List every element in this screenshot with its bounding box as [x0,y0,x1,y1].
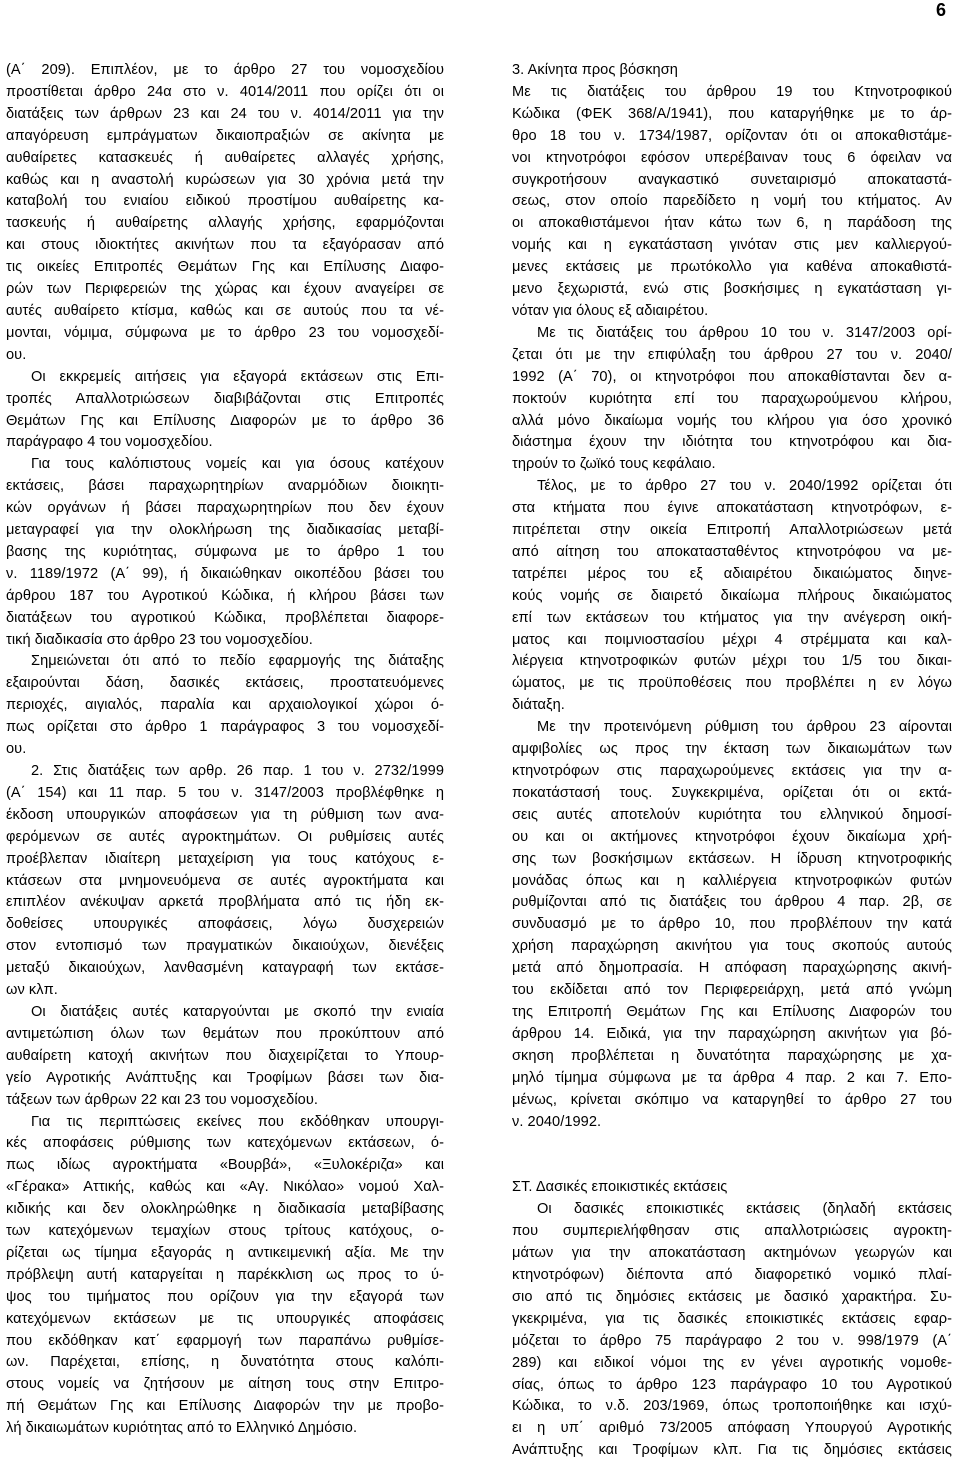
text-line: (Α΄ 154) και 11 παρ. 5 του ν. 3147/2003 προβλέφθηκε η [6,784,444,801]
paragraph [512,82,952,323]
text-line: συγκροτήσουν αναγκαστικό συνεταιρισμό αποκαταστά- [512,171,952,188]
text-line: διάταξη. [512,697,565,714]
paragraph [6,651,444,761]
text-line: επί των εκτάσεων του κτήματος για την ανέγερση οική- [512,609,952,626]
text-line: του εκδίδεται από τον Περιφερειάρχη, μετά από γνώμη [512,982,952,999]
text-line: κτάσεων στα μνημονευόμενα σε αυτές αγροκτήματα και [6,872,444,889]
text-line: έκδοση υπουργικών αποφάσεων για τη ρύθμιση των ανα- [6,806,444,823]
text-line: ρών των Περιφερειών της χώρας και έχουν αναγείρει σε [6,281,444,298]
text-line: άρθρου 187 του Αγροτικού Κώδικα, ή κλήρου βάσει των [6,587,444,604]
text-line: ου. [6,346,27,363]
text-line: αυτές αυθαίρετο κτίσμα, καθώς και σε αυτούς που τα νέ- [6,302,444,319]
text-line: 289) και ειδικοί νόμοι της εν γένει αγροτικής νομοθε- [512,1354,952,1371]
text-line: περιοχές, αιγιαλός, παραλία και αρχαιολογικοί χώροι ό- [6,697,444,714]
text-line: αυθαίρετη κατοχή ακινήτων που διαχειρίζεται το Υπουρ- [6,1047,444,1064]
text-line: ων. Παρέχεται, επίσης, η δυνατότητα στους καλόπι- [6,1354,444,1371]
text-line: μονται, νόμιμα, σύμφωνα με το άρθρο 23 του νομοσχεδί- [6,324,444,341]
text-line: τασκευής ή αυθαίρετης αλλαγής χρήσης, εφαρμόζονται [6,215,444,232]
text-line: αλλά μόνο δικαίωμα νομής του κλήρου για όσο χρονικό [512,412,952,429]
text-line: πως ορίζεται στο άρθρο 1 παράγραφος 3 του νομοσχεδί- [6,719,444,736]
text-line: ψος του τιμήματος που ορίζουν για την εξαγορά των [6,1288,444,1305]
right-column [512,60,952,1462]
text-line: 2. Στις διατάξεις των αρθρ. 26 παρ. 1 του ν. 2732/1999 [31,763,444,779]
paragraph [6,1002,444,1112]
text-line: σεως, στον οποίο παρεδίδετο η νομή του κτήματος. Αν [512,193,952,210]
text-line: πιτρέπεται στην οικεία Επιτροπή Απαλλοτριώσεων μετά [512,522,952,539]
text-line: ποκτούν κυριότητα επί του παραχωρούμενου κλήρου, [512,390,952,407]
text-line: πως ιδίως αγροκτήματα «Βουρβά», «Ξυλοκέριζα» και [6,1157,444,1174]
text-line: και στους ιδιοκτήτες ακινήτων που τα εξαγόρασαν από [6,237,444,254]
text-line: Με την προτεινόμενη ρύθμιση του άρθρου 23 αίρονται [537,719,952,736]
text-line: διάστημα έχουν την ιδιότητα του κτηνοτρόφου και δια- [512,434,952,451]
text-line: χρήση παραχώρηση ακινήτου για τους σκοπούς αυτούς [512,938,952,955]
text-line: τική διαδικασία στο άρθρο 23 του νομοσχεδίου. [6,631,313,648]
text-line: τροπές Απαλλοτριώσεων διαβιβάζονται στις Επιτροπές [6,390,444,407]
text-line: μάτων για την αποκατάσταση ακτημόνων γεωργών και [512,1245,952,1262]
text-line: Οι εκκρεμείς αιτήσεις για εξαγορά εκτάσεων στις Επι- [31,368,444,385]
text-line: ματος και ποιμνιοστασίου μέχρι 4 στρέμματα και καλ- [512,631,952,648]
text-line: ν. 1189/1972 (Α΄ 99), ή δικαιώθηκαν οικοπέδου βάσει του [6,565,444,582]
section-heading [512,60,952,82]
text-line: Οι διατάξεις αυτές καταργούνται με σκοπό την ενιαία [31,1003,444,1020]
text-line: μενες εκτάσεις με πρωτόκολλο για καθένα αποκαθιστά- [512,259,952,276]
text-line: λή δικαιωμάτων κυριότητας από το Ελληνικό Δημόσιο. [6,1420,358,1437]
text-line: μενο ξεχωριστά, ενώ στις βοσκήσιμες η εγκατάσταση γι- [512,281,952,298]
text-line: ΣΤ. Δασικές εποικιστικές εκτάσεις [512,1179,728,1196]
text-line: Με τις διατάξεις του άρθρου 19 του Κτηνοτροφικού [512,83,952,100]
text-line: στα κτήματα που έγινε αποκατάσταση κτηνοτρόφων, ε- [512,500,952,517]
text-line: καταβολή του ενιαίου ειδικού προστίμου αυθαίρετης κα- [6,193,444,210]
text-line: ου και οι ακτήμονες κτηνοτρόφοι έχουν δικαίωμα χρή- [512,828,952,845]
text-line: που εκδόθηκαν κατ΄ εφαρμογή των παραπάνω ρυθμίσε- [6,1332,444,1349]
text-line: κούς νομής σε διαιρετό δικαίωμα πλήρους δικαιώματος [512,587,952,604]
text-line: κών οργάνων ή βάσει παραχωρητηρίων που δεν έχουν [6,500,444,517]
paragraph [6,60,444,367]
paragraph [6,1112,444,1441]
text-line: εκτάσεις, βάσει παραχωρητηρίων αναρμόδιων διοικητι- [6,478,444,495]
text-line: συνδυασμό με το άρθρο 10, που προβλέπουν την κατά [512,916,952,933]
text-line: μεταξύ δικαιούχων, λανθασμένη καταγραφή των εκτάσε- [6,960,444,977]
text-line: άρθρου 14. Ειδικά, για την παραχώρηση ακινήτων για βό- [512,1025,952,1042]
text-line: νομής και η εγκατάσταση γινόταν στις μεν καλλιεργού- [512,237,952,254]
text-line: κιδικής και δεν ολοκληρώθηκε η διαδικασία μεταβίβασης [6,1201,444,1218]
text-line: Οι δασικές εποικιστικές εκτάσεις (δηλαδή εκτάσεις [537,1201,952,1218]
text-line: δοθείσες υπουργικές αποφάσεις, λόγω δυσχερειών [6,916,444,933]
text-line: γείο Αγροτικής Ανάπτυξης και Τροφίμων βάσει των δια- [6,1069,444,1086]
text-line: επιπλέον ανέκυψαν αρκετά προβλήματα από τις ήδη εκ- [6,894,444,911]
text-line: Κώδικα (ΦΕΚ 368/Α/1941), που καταργήθηκε με το άρ- [512,105,952,122]
text-line: βασης της κυριότητας, σύμφωνα με το άρθρο 1 του [6,543,444,560]
text-line: σκηση προβλέπεται η δυνατότητα παραχώρησης με χα- [512,1047,952,1064]
text-line: καθώς και η αναστολή κυρώσεων για 30 χρόνια μετά την [6,171,444,188]
text-line: αυθαίρετες κατασκευές ή αυθαίρετες αλλαγές χρήσης, [6,149,444,166]
text-line: πή Θεμάτων Γης και Επίλυσης Διαφορών την με προβο- [6,1398,444,1415]
text-line: φερόμενων σε αυτές αγροκτημάτων. Οι ρυθμίσεις αυτές [6,828,444,845]
text-line: τις οικείες Επιτροπές Θεμάτων Γης και Επίλυσης Διαφο- [6,259,444,276]
text-line: Για τις περιπτώσεις εκείνες που εκδόθηκαν υπουργι- [31,1113,444,1130]
text-line: ου. [6,741,27,758]
text-line: μόζεται το άρθρο 75 παράγραφο 2 του ν. 998/1979 (Α΄ [512,1332,952,1349]
text-line: σεις αυτές αποτελούν κυριότητα του ελληνικού δημοσί- [512,806,952,823]
text-line: νόταν για όλους εξ αδιαιρέτου. [512,302,709,319]
text-line: Για τους καλόπιστους νομείς και για όσους κατέχουν [31,456,444,473]
text-line: που συμπεριελήφθησαν στις απαλλοτριώσεις αγροκτη- [512,1223,952,1240]
text-line: πρόβλεψη αυτή καταργείται η παρέκκλιση ως προς το ύ- [6,1266,444,1283]
paragraph [512,476,952,717]
text-line: προστίθεται άρθρο 24α στο ν. 4014/2011 που ορίζει ότι οι [6,83,444,100]
text-line: ζεται ότι με την επιφύλαξη του άρθρου 27 του ν. 2040/ [512,346,952,363]
text-line: κές αποφάσεις ρύθμισης των κατεχόμενων εκτάσεων, ό- [6,1135,444,1152]
text-line: (Α΄ 209). Επιπλέον, με το άρθρο 27 του νομοσχεδίου [6,62,444,78]
text-line: σης των βοσκήσιμων εκτάσεων. Η ίδρυση κτηνοτροφικής [512,850,952,867]
text-line: Κώδικα, το ν.δ. 203/1969, όπως τροποποιήθηκε και ισχύ- [512,1398,952,1415]
text-line: Τέλος, με το άρθρο 27 του ν. 2040/1992 ορίζεται ότι [537,478,952,495]
text-line: μετά από δημοπρασία. Η απόφαση παραχώρησης ακινή- [512,960,952,977]
text-line: διατάξεις των άρθρων 23 και 24 του ν. 4014/2011 για την [6,105,444,122]
text-line: ων κλπ. [6,982,58,999]
text-line: διατάξεων του αγροτικού Κώδικα, προβλέπεται διαφορε- [6,609,444,626]
text-line: μηλό τίμημα σύμφωνα με τα άρθρα 4 παρ. 2 και 7. Επο- [512,1069,952,1086]
text-line: της Επιτροπή Θεμάτων Γης και Επίλυσης Διαφορών του [512,1003,952,1020]
paragraph [6,454,444,651]
paragraph [6,367,444,455]
page-number: 6 [936,0,947,20]
paragraph [512,1199,952,1462]
text-line: προέβλεπαν ιδιαίτερη μεταχείριση για τους κατόχους ε- [6,850,444,867]
text-line: Με τις διατάξεις του άρθρου 10 του ν. 3147/2003 ορί- [537,324,952,341]
text-line: 3. Ακίνητα προς βόσκηση [512,62,678,78]
text-line: οι αποκαθιστάμενοι ήταν κάτω των 6, η παράδοση της [512,215,952,232]
section-heading [512,1177,952,1199]
text-line: εξαιρούνται δάση, δασικές εκτάσεις, προστατευόμενες [6,675,444,692]
text-line: 1992 (Α΄ 70), οι κτηνοτρόφοι που αποκαθίστανται δεν α- [512,368,952,385]
text-line: μονάδας όπως και η καλλιέργεια κτηνοτροφικών φυτών [512,872,952,889]
text-line: ποκατάστασή τους. Συγκεκριμένα, ορίζεται ότι οι εκτά- [512,784,952,801]
text-line: γκεκριμένα, για τις δασικές εποικιστικές εκτάσεις εφαρ- [512,1310,952,1327]
text-line: Θεμάτων Γης και Επίλυσης Διαφορών με το άρθρο 36 [6,412,444,429]
text-line: μένως, κρίνεται σκόπιμο να καταργηθεί το άρθρο 27 του [512,1091,952,1108]
text-line: αντιμετώπιση όλων των θεμάτων που προκύπτουν από [6,1025,444,1042]
text-line: ρυθμίζονται από τις διατάξεις του άρθρου 4 παρ. 2β, σε [512,894,952,911]
paragraph [512,717,952,1133]
text-line: από αίτηση του αποκατασταθέντος κτηνοτρόφου να με- [512,543,952,560]
text-line: νοι κτηνοτρόφοι εφόσον υπερέβαιναν τους 6 όφειλαν να [512,149,952,166]
text-line: απαγόρευση εμπράγματων δικαιοπραξιών σε ακίνητα με [6,127,444,144]
text-line: τατρέπει μέρος του εξ αδιαιρέτου δικαιώματος διηνε- [512,565,952,582]
text-line: Ανάπτυξης και Τροφίμων κλπ. Για τις δημόσιες εκτάσεις [512,1442,952,1459]
text-line: σιο από τις δημόσιες εκτάσεις με δασικό χαρακτήρα. Συ- [512,1288,952,1305]
text-line: κτηνοτρόφων στις παραχωρούμενες εκτάσεις για την α- [512,763,952,779]
text-line: στους νομείς να ζητήσουν με αίτηση τους στην Επιτρο- [6,1376,444,1393]
text-line: λιέργεια κτηνοτροφικών φυτών μέχρι του 1/5 του δικαι- [512,653,952,670]
text-line: ει η υπ΄ αριθμό 73/2005 απόφαση Υπουργού Αγροτικής [512,1420,952,1437]
text-line: αμφιβολίες ως προς την έκταση των δικαιωμάτων των [512,741,952,758]
text-line: ν. 2040/1992. [512,1113,602,1130]
text-line: «Γέρακα» Αττικής, καθώς και «Αγ. Νικόλαο» νομού Χαλ- [6,1179,444,1196]
text-line: σίας, όπως το άρθρο 123 παράγραφο 10 του Αγροτικού [512,1376,952,1393]
text-line: τάξεων των άρθρων 22 και 23 του νομοσχεδίου. [6,1091,318,1108]
text-line: κατεχόμενων εκτάσεων με τις υπουργικές αποφάσεις [6,1310,444,1327]
left-column [6,60,444,1440]
text-line: ώματος, με τις προϋποθέσεις που προβλέπει η εν λόγω [512,675,952,692]
text-line: ρίζεται ως τίμημα εξαγοράς η αντικειμενική αξία. Με την [6,1244,444,1261]
text-line: θρο 18 του ν. 1734/1987, ορίζονταν ότι οι αποκαθιστάμε- [512,127,952,144]
text-line: Σημειώνεται ότι από το πεδίο εφαρμογής της διάταξης [31,653,444,670]
text-line: στον εντοπισμό των πραγματικών δικαιούχων, διενέξεις [6,938,444,955]
text-line: παράγραφο 4 του νομοσχεδίου. [6,434,213,451]
text-line: κτηνοτρόφων) διέποντα από διαφορετικό νομικό πλαί- [512,1267,952,1284]
paragraph [512,323,952,476]
paragraph [6,761,444,1002]
text-line: των κατεχόμενων τεμαχίων στους τρίτους κατόχους, ο- [6,1223,444,1240]
text-line: μεταγραφεί για την ολοκλήρωση της διαδικασίας μεταβί- [6,522,444,539]
text-line: τηρούν το ζωϊκό τους κεφάλαιο. [512,456,716,473]
